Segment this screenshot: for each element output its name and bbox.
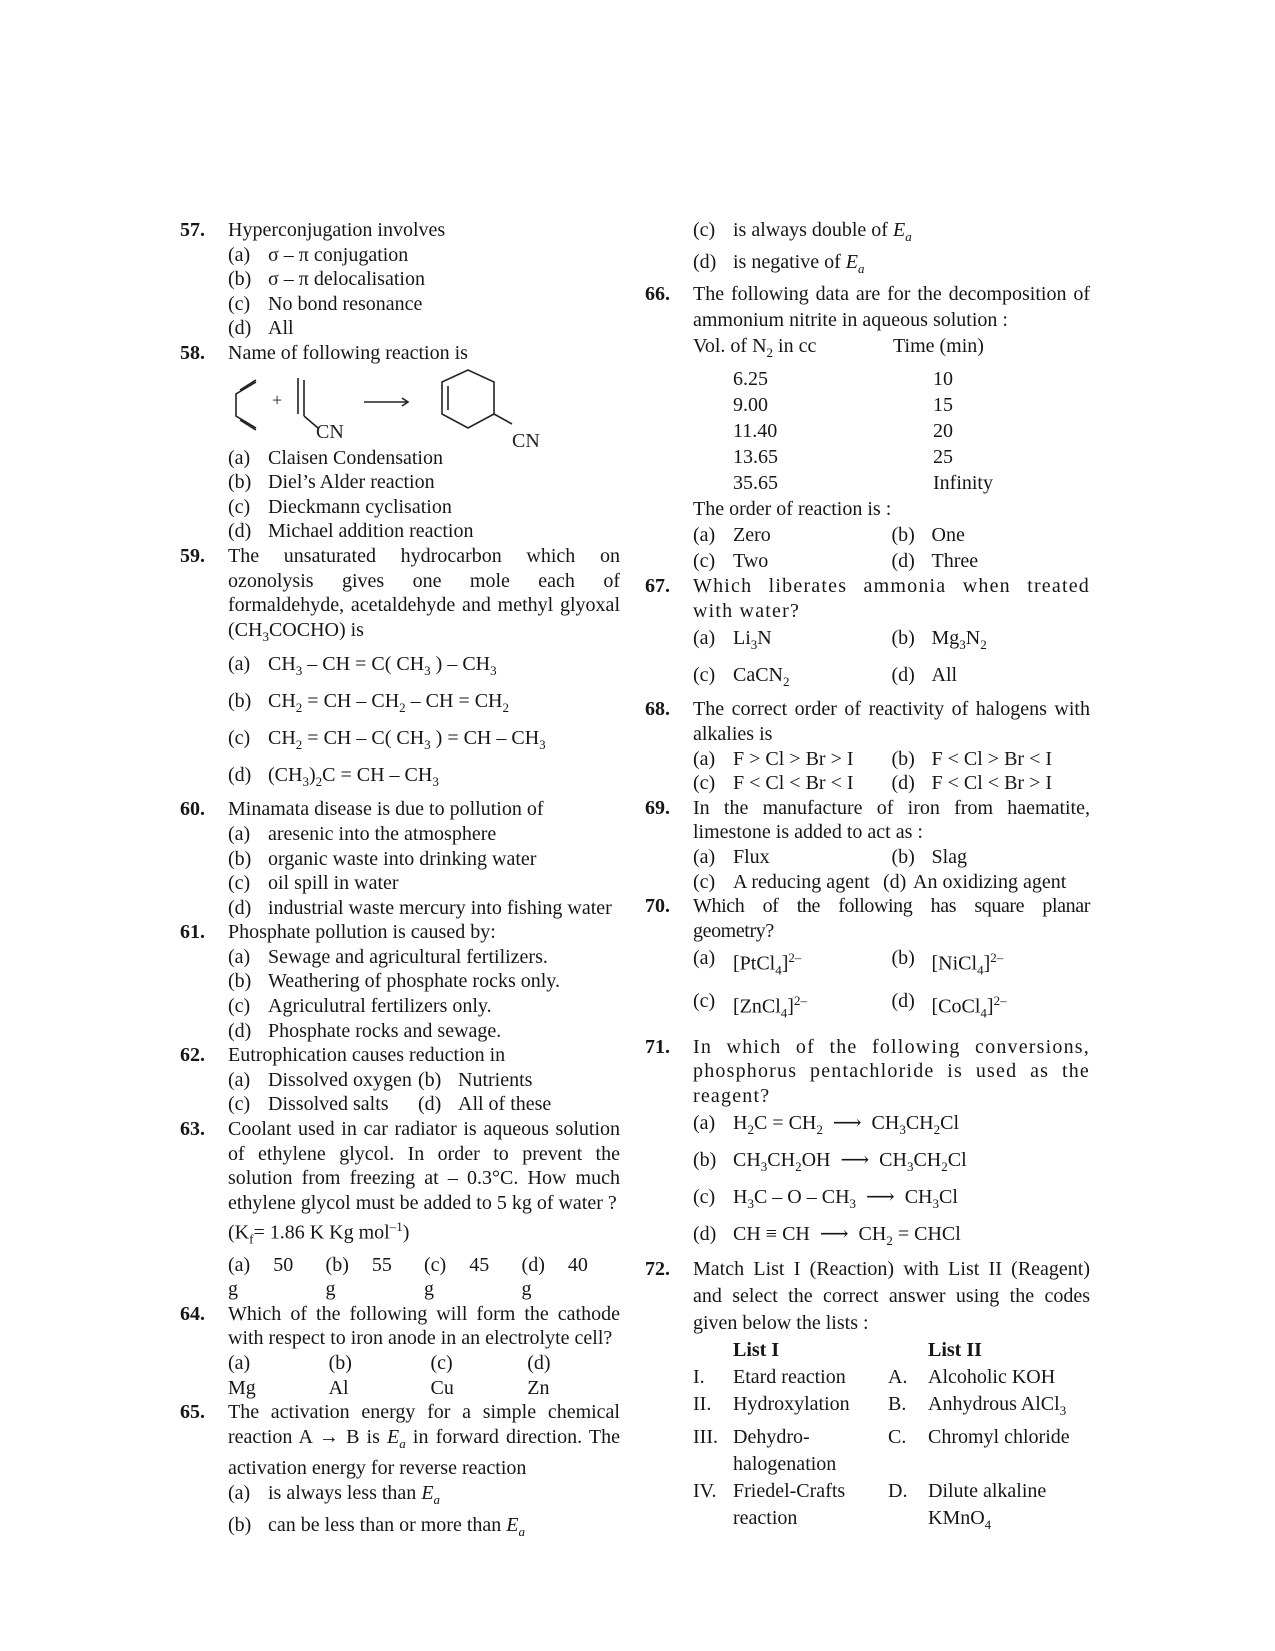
options-row bbox=[228, 1092, 620, 1117]
question-number: 70. bbox=[645, 895, 670, 918]
question-71 bbox=[645, 1035, 1090, 1257]
reaction-arrow-icon: ⟶ bbox=[819, 1223, 849, 1246]
option-d[interactable]: (d) Zn bbox=[527, 1352, 551, 1399]
question-67 bbox=[645, 574, 1090, 697]
question-69 bbox=[645, 796, 1090, 894]
options-row bbox=[693, 548, 1090, 574]
column-header: Time (min) bbox=[893, 335, 984, 358]
question-stem: The following data are for the decomposition of ammonium nitrite in aqueous solution : bbox=[693, 283, 1090, 332]
question-number: 65. bbox=[180, 1401, 205, 1424]
question-58 bbox=[180, 341, 620, 544]
option-a[interactable]: (a) Claisen Condensation bbox=[228, 446, 443, 469]
question-stem: Phosphate pollution is caused by: bbox=[228, 921, 496, 944]
question-stem: Eutrophication causes reduction in bbox=[228, 1044, 506, 1067]
options-row bbox=[693, 522, 1090, 548]
options-row bbox=[693, 623, 1090, 660]
table-header bbox=[693, 333, 1090, 366]
table-row: 6.25 10 bbox=[733, 368, 953, 391]
option-a[interactable]: (a) Sewage and agricultural fertilizers. bbox=[228, 945, 548, 968]
table-row: II. Hydroxylation B. Anhydrous AlCl$_3$ bbox=[693, 1393, 1067, 1419]
question-70 bbox=[645, 894, 1090, 1029]
option-c[interactable]: (c) A reducing agent bbox=[693, 870, 870, 893]
table-row: I. Etard reaction A. Alcoholic KOH bbox=[693, 1366, 1056, 1389]
option-a[interactable]: (a) Mg bbox=[228, 1352, 256, 1399]
left-column bbox=[180, 218, 620, 1544]
option-d[interactable]: (d) [CoCl$_4$]$^{2-}$ bbox=[891, 989, 1007, 1021]
option-c[interactable]: (c) Dieckmann cyclisation bbox=[228, 495, 452, 518]
options-row bbox=[693, 771, 1090, 796]
option-b[interactable]: (b) σ – π delocalisation bbox=[228, 268, 425, 291]
question-stem: Minamata disease is due to pollution of bbox=[228, 798, 544, 821]
option-c[interactable]: (c) Two bbox=[693, 550, 769, 573]
option-c[interactable]: (c) is always double of $E_a$ bbox=[693, 219, 912, 244]
options-row bbox=[693, 943, 1090, 986]
question-stem: In which of the following conversions, phosphorus pentachloride is used as the reagent? bbox=[693, 1035, 1090, 1107]
question-number: 66. bbox=[645, 283, 670, 306]
option-d[interactable]: (d) Phosphate rocks and sewage. bbox=[228, 1019, 502, 1042]
question-number: 63. bbox=[180, 1118, 205, 1141]
option-b[interactable]: (b) can be less than or more than $E_a$ bbox=[228, 1513, 525, 1539]
option-a[interactable]: (a) $H_2C = CH_2$ ⟶ $CH_3CH_2Cl$ bbox=[693, 1108, 1090, 1145]
reaction-scheme-diagram bbox=[228, 368, 548, 452]
option-d[interactable]: (d) 40 g bbox=[521, 1253, 588, 1301]
question-65 bbox=[180, 1400, 620, 1544]
question-stem: Name of following reaction is bbox=[228, 341, 468, 364]
option-d[interactable]: (d) All of these bbox=[418, 1093, 552, 1116]
question-number: 59. bbox=[180, 544, 205, 567]
match-table-header: List I List II bbox=[733, 1339, 982, 1362]
option-d[interactable]: (d) Michael addition reaction bbox=[228, 520, 474, 543]
question-61 bbox=[180, 920, 620, 1043]
option-c[interactable]: (c) $CH_2$ = CH – C( $CH_3$ ) = CH – $CH_3$ bbox=[228, 727, 546, 753]
options-row bbox=[228, 1351, 620, 1400]
question-number: 62. bbox=[180, 1044, 205, 1067]
question-65-continued bbox=[645, 218, 1090, 281]
diels-alder-scheme bbox=[228, 366, 620, 452]
table-row: halogenation bbox=[733, 1453, 837, 1476]
option-d[interactable]: (d) F < Cl < Br > I bbox=[891, 772, 1053, 795]
question-number: 72. bbox=[645, 1258, 670, 1281]
option-a[interactable]: (a) $CH_3$ – CH = C( $CH_3$ ) – $CH_3$ bbox=[228, 653, 497, 679]
question-stem: Which of the following will form the cathode with respect to iron anode in an electrolyte cell? bbox=[228, 1302, 620, 1350]
question-number: 67. bbox=[645, 575, 670, 598]
question-57 bbox=[180, 218, 620, 341]
options-row bbox=[228, 1068, 620, 1093]
option-d[interactable]: (d) All bbox=[891, 664, 958, 687]
option-a[interactable]: (a) Flux bbox=[693, 845, 770, 868]
option-c[interactable]: (c) CaCN$_2$ bbox=[693, 664, 790, 690]
question-prompt: The order of reaction is : bbox=[693, 498, 892, 521]
question-number: 71. bbox=[645, 1035, 670, 1058]
option-c[interactable]: (c) F < Cl < Br < I bbox=[693, 772, 854, 795]
table-row: reaction KMnO$_4$ bbox=[733, 1507, 992, 1533]
option-b[interactable]: (b) F < Cl > Br < I bbox=[891, 747, 1053, 770]
option-c[interactable]: (c) [ZnCl$_4$]$^{2-}$ bbox=[693, 989, 807, 1021]
column-header: Vol. of $N_2$ in cc bbox=[693, 335, 817, 361]
butadiene-structure bbox=[236, 382, 256, 428]
option-c[interactable]: (c) Dissolved salts bbox=[228, 1093, 389, 1116]
question-number: 68. bbox=[645, 698, 670, 721]
reaction-arrow-icon: ⟶ bbox=[866, 1186, 895, 1209]
options-row bbox=[228, 1253, 620, 1302]
question-59 bbox=[180, 544, 620, 797]
question-68 bbox=[645, 697, 1090, 795]
option-b[interactable]: (b) Nutrients bbox=[418, 1068, 533, 1091]
option-b[interactable]: (b) $CH_2$ = CH – $CH_2$ – CH = $CH_2$ bbox=[228, 690, 510, 716]
question-stem: Which of the following has square planar geometry? bbox=[693, 895, 1090, 942]
option-b[interactable]: (b) Weathering of phosphate rocks only. bbox=[228, 970, 561, 993]
option-a[interactable]: (a) 50 g bbox=[228, 1253, 294, 1301]
option-a[interactable]: (a) Zero bbox=[693, 524, 771, 547]
option-d[interactable]: (d) All bbox=[228, 317, 294, 340]
question-number: 69. bbox=[645, 796, 670, 819]
option-b[interactable]: (b) organic waste into drinking water bbox=[228, 847, 537, 870]
table-row: IV. Friedel-Crafts D. Dilute alkaline bbox=[693, 1480, 1047, 1503]
option-a[interactable]: (a) [PtCl$_4$]$^{2-}$ bbox=[693, 947, 802, 978]
option-b[interactable]: (b) 55 g bbox=[325, 1253, 392, 1301]
option-d[interactable]: (d) Three bbox=[891, 550, 979, 573]
option-c[interactable]: (c) 45 g bbox=[424, 1253, 490, 1301]
options-row bbox=[693, 747, 1090, 772]
question-number: 57. bbox=[180, 219, 205, 241]
question-stem: The activation energy for a simple chemical reaction A → B is $E_a$ in forward direction. The activation energy for reverse reaction bbox=[228, 1401, 620, 1480]
option-b[interactable]: (b) Al bbox=[328, 1352, 352, 1399]
cn-label: CN bbox=[316, 420, 344, 443]
option-b[interactable]: (b) Diel’s Alder reaction bbox=[228, 471, 435, 494]
option-c[interactable]: (c) No bond resonance bbox=[228, 292, 423, 315]
reaction-arrow-icon: ⟶ bbox=[840, 1149, 870, 1172]
option-c[interactable]: (c) oil spill in water bbox=[228, 872, 399, 895]
question-number: 60. bbox=[180, 798, 205, 821]
question-stem: The correct order of reactivity of halogens with alkalies is bbox=[693, 698, 1090, 745]
kf-value: ($K_f= 1.86$ K Kg mol$^{-1}$) bbox=[228, 1219, 410, 1248]
cn-label: CN bbox=[512, 429, 540, 452]
question-66 bbox=[645, 281, 1090, 574]
question-63 bbox=[180, 1117, 620, 1302]
question-number: 64. bbox=[180, 1302, 205, 1325]
option-a[interactable]: (a) Dissolved oxygen bbox=[228, 1068, 412, 1091]
option-d[interactable]: (d) CH ≡ CH ⟶ $CH_2$ = CHCl bbox=[693, 1219, 1090, 1256]
right-column bbox=[645, 218, 1090, 1538]
question-stem: Which liberates ammonia when treated with water? bbox=[693, 575, 1090, 622]
option-c[interactable]: (c) $H_3C$ – O – $CH_3$ ⟶ $CH_3Cl$ bbox=[693, 1182, 1090, 1219]
question-stem: The unsaturated hydrocarbon which on ozonolysis gives one mole each of formaldehyde, acetaldehyde and methyl glyoxal $(CH_3COCHO)$ is bbox=[228, 544, 620, 644]
option-a[interactable]: (a) is always less than $E_a$ bbox=[228, 1482, 441, 1507]
question-stem: Coolant used in car radiator is aqueous solution of ethylene glycol. In order to prevent the solution from freezing at – 0.3°C. How much ethylene glycol must be added to 5 kg of water ? bbox=[228, 1118, 620, 1214]
table-row: 35.65 Infinity bbox=[733, 472, 993, 495]
reaction-arrow-icon: ⟶ bbox=[832, 1112, 862, 1135]
options-row bbox=[693, 870, 1090, 895]
option-a[interactable]: (a) aresenic into the atmosphere bbox=[228, 822, 497, 845]
table-row: 9.00 15 bbox=[733, 394, 953, 417]
option-d[interactable]: (d) industrial waste mercury into fishing water bbox=[228, 896, 612, 919]
options-row bbox=[693, 845, 1090, 870]
option-b[interactable]: (b) $Mg_3N_2$ bbox=[891, 627, 987, 653]
option-a[interactable]: (a) $Li_3N$ bbox=[693, 627, 772, 653]
option-b[interactable]: (b) Slag bbox=[891, 845, 968, 868]
question-stem: Match List I (Reaction) with List II (Reagent) and select the correct answer using the codes given below the lists : bbox=[693, 1258, 1090, 1335]
question-64 bbox=[180, 1302, 620, 1400]
table-row: III. Dehydro- C. Chromyl chloride bbox=[693, 1426, 1070, 1449]
option-a[interactable]: (a) σ – π conjugation bbox=[228, 243, 409, 266]
options-row bbox=[693, 660, 1090, 697]
option-d[interactable]: (d) is negative of $E_a$ bbox=[693, 250, 865, 276]
table-row: 13.65 25 bbox=[733, 446, 953, 469]
plus-sign: + bbox=[272, 389, 283, 410]
option-d[interactable]: (d) $(CH_3)_2C$ = CH – $CH_3$ bbox=[228, 764, 439, 790]
table-row: 11.40 20 bbox=[733, 420, 953, 443]
question-72 bbox=[645, 1256, 1090, 1538]
option-a[interactable]: (a) F > Cl > Br > I bbox=[693, 747, 854, 770]
question-number: 61. bbox=[180, 921, 205, 944]
options-row bbox=[693, 986, 1090, 1029]
option-c[interactable]: (c) Agriculutral fertilizers only. bbox=[228, 995, 492, 1018]
question-60 bbox=[180, 797, 620, 920]
option-b[interactable]: (b) [NiCl$_4$]$^{2-}$ bbox=[891, 947, 1004, 978]
question-number: 58. bbox=[180, 341, 205, 364]
question-stem: In the manufacture of iron from haematite, limestone is added to act as : bbox=[693, 796, 1090, 844]
option-c[interactable]: (c) Cu bbox=[430, 1352, 454, 1399]
question-stem: Hyperconjugation involves bbox=[228, 219, 446, 241]
option-b[interactable]: (b) One bbox=[891, 524, 965, 547]
question-62 bbox=[180, 1043, 620, 1117]
cyclohexene-ring bbox=[442, 370, 494, 428]
option-b[interactable]: (b) $CH_3CH_2OH$ ⟶ $CH_3CH_2Cl$ bbox=[693, 1145, 1090, 1182]
option-d[interactable]: (d) An oxidizing agent bbox=[883, 870, 1067, 893]
